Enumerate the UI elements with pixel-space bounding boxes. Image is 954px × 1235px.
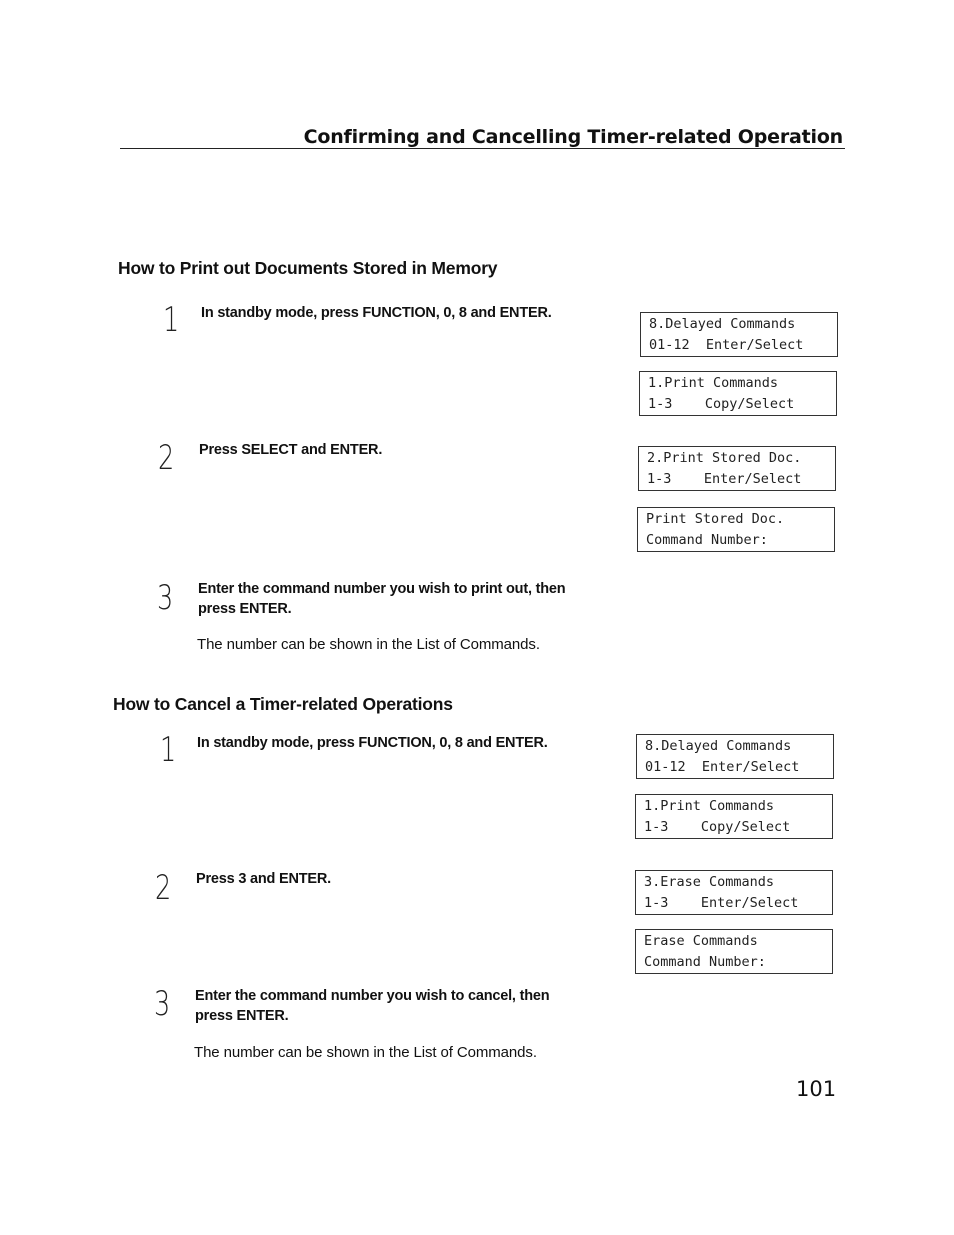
lcd-display	[635, 929, 833, 974]
lcd-line: 1-3 Copy/Select	[644, 819, 791, 835]
lcd-display	[640, 312, 838, 357]
step-number-3: 3	[154, 984, 171, 1024]
step-note: The number can be shown in the List of Commands.	[197, 636, 540, 653]
section-title-print-stored: How to Print out Documents Stored in Memory	[118, 258, 498, 278]
lcd-display	[639, 371, 837, 416]
step-instruction: Press SELECT and ENTER.	[199, 442, 383, 458]
lcd-line: 3.Erase Commands	[644, 874, 775, 890]
step-instruction-line: press ENTER.	[198, 600, 292, 617]
lcd-display	[635, 870, 833, 915]
lcd-display	[635, 794, 833, 839]
lcd-line: 1-3 Enter/Select	[644, 895, 799, 911]
lcd-line: 01-12 Enter/Select	[645, 759, 800, 775]
step-instruction: Press 3 and ENTER.	[196, 871, 332, 887]
lcd-display	[637, 507, 835, 552]
page-header-title: Confirming and Cancelling Timer-related Operation	[303, 126, 843, 148]
lcd-line: 01-12 Enter/Select	[649, 337, 804, 353]
step-instruction: In standby mode, press FUNCTION, 0, 8 and ENTER.	[201, 305, 552, 321]
lcd-line: Print Stored Doc.	[646, 511, 785, 527]
lcd-line: 2.Print Stored Doc.	[647, 450, 802, 466]
step-instruction-line: Enter the command number you wish to print out, then	[198, 581, 566, 597]
header-rule	[120, 148, 845, 149]
step-number-3: 3	[157, 578, 174, 618]
step-instruction: In standby mode, press FUNCTION, 0, 8 and ENTER.	[197, 735, 548, 751]
step-instruction	[198, 580, 618, 619]
step-number-1: 1	[163, 300, 180, 340]
lcd-line: Command Number:	[644, 954, 766, 970]
step-instruction-line: press ENTER.	[195, 1007, 289, 1024]
step-instruction	[195, 987, 615, 1026]
step-instruction-line: Enter the command number you wish to cancel, then	[195, 988, 550, 1004]
lcd-line: 8.Delayed Commands	[649, 316, 796, 332]
lcd-line: Command Number:	[646, 532, 768, 548]
step-number-2: 2	[155, 868, 172, 908]
lcd-line: 1-3 Enter/Select	[647, 471, 802, 487]
step-number-2: 2	[158, 438, 175, 478]
lcd-line: 1.Print Commands	[644, 798, 775, 814]
step-number-1: 1	[160, 730, 177, 770]
step-note: The number can be shown in the List of Commands.	[194, 1044, 537, 1061]
lcd-line: Erase Commands	[644, 933, 758, 949]
lcd-line: 1.Print Commands	[648, 375, 779, 391]
section-title-cancel-timer: How to Cancel a Timer-related Operations	[113, 694, 453, 714]
lcd-line: 8.Delayed Commands	[645, 738, 792, 754]
lcd-display	[636, 734, 834, 779]
page-number: 101	[796, 1077, 837, 1101]
lcd-line: 1-3 Copy/Select	[648, 396, 795, 412]
lcd-display	[638, 446, 836, 491]
